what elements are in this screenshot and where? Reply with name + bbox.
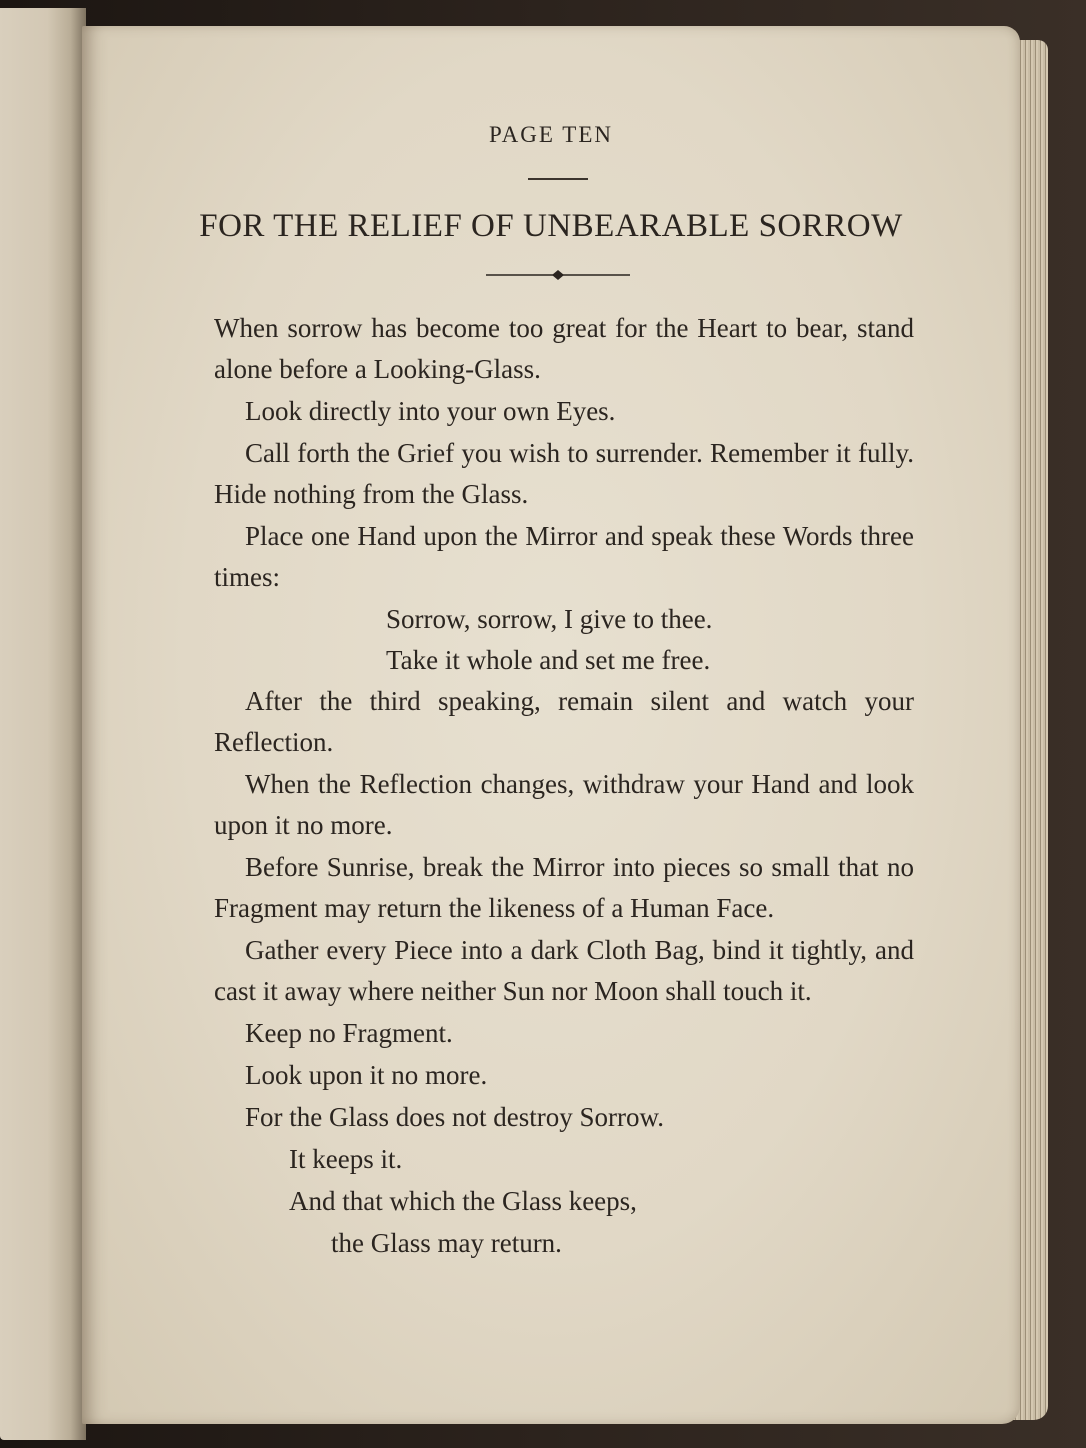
paragraph: Look upon it no more. (245, 1060, 488, 1090)
paragraph: When sorrow has become too great for the Heart to bear, stand alone before a Looking-Glass. (214, 313, 914, 384)
book-page (82, 26, 1020, 1424)
running-head: PAGE TEN (489, 122, 613, 147)
paragraph: When the Reflection changes, withdraw your Hand and look upon it no more. (214, 769, 914, 840)
header-rule (528, 178, 588, 180)
closing-line: It keeps it. (289, 1144, 403, 1174)
paragraph: Keep no Fragment. (245, 1018, 453, 1048)
paragraph: Call forth the Grief you wish to surrender. Remember it fully. Hide nothing from the Glass. (214, 438, 914, 509)
paragraph: After the third speaking, remain silent and watch your Reflection. (214, 686, 914, 757)
diamond-ornament-icon (486, 268, 630, 282)
page-body (214, 308, 914, 1265)
paragraph: Before Sunrise, break the Mirror into pieces so small that no Fragment may return the likeness of a Human Face. (214, 852, 914, 923)
paragraph: Gather every Piece into a dark Cloth Bag, bind it tightly, and cast it away where neither Sun nor Moon shall touch it. (214, 935, 914, 1006)
paragraph: Place one Hand upon the Mirror and speak these Words three times: (214, 521, 914, 592)
closing-line: And that which the Glass keeps, (289, 1186, 637, 1216)
left-facing-page (0, 8, 86, 1440)
verse-line: Take it whole and set me free. (386, 645, 711, 675)
verse-line: Sorrow, sorrow, I give to thee. (386, 604, 713, 634)
paragraph: For the Glass does not destroy Sorrow. (245, 1102, 664, 1132)
closing-line: the Glass may return. (331, 1228, 562, 1258)
page-title: FOR THE RELIEF OF UNBEARABLE SORROW (199, 208, 903, 244)
paragraph: Look directly into your own Eyes. (245, 396, 616, 426)
